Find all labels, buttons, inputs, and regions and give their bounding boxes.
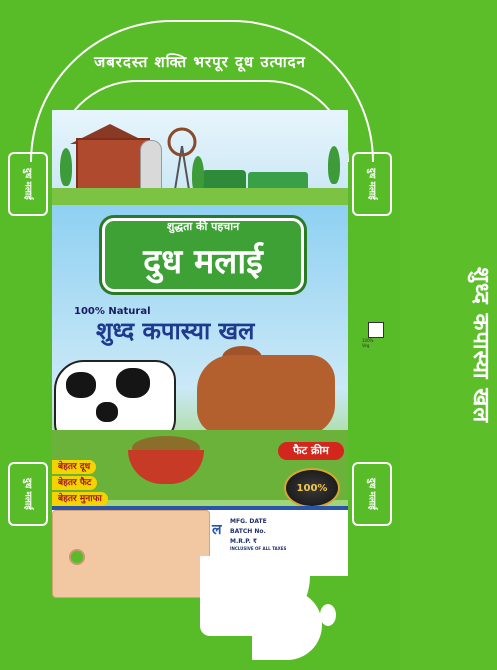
veg-mark-icon bbox=[368, 322, 384, 338]
fat-cream-badge: फैट क्रीम bbox=[278, 442, 344, 460]
tax-label: INCLUSIVE OF ALL TAXES bbox=[230, 546, 287, 551]
benefit-item: बेहतर फैट bbox=[52, 476, 97, 490]
side-badge-right-bottom: दुध मलाई bbox=[352, 462, 392, 526]
side-badge-left-bottom: दुध मलाई bbox=[8, 462, 48, 526]
front-panel bbox=[52, 110, 374, 510]
natural-label: 100% Natural bbox=[74, 306, 151, 317]
product-name: शुध्द कपास्या खल bbox=[96, 317, 255, 345]
milk-drop-icon bbox=[320, 604, 336, 626]
side-text-right: शुध्द कपास्या खल bbox=[467, 266, 493, 424]
price-tag bbox=[52, 510, 210, 598]
tag-hole-icon bbox=[69, 549, 85, 565]
quality-seal: 100% bbox=[284, 468, 340, 508]
benefit-item: बेहतर मुनाफा bbox=[52, 492, 108, 506]
logo-subtitle: शुद्धता की पहचान bbox=[166, 220, 240, 233]
benefit-item: बेहतर दूध bbox=[52, 460, 96, 474]
brand-name: दुध मलाई bbox=[143, 242, 263, 282]
veg-mark-label: 100% Veg bbox=[362, 338, 374, 348]
tree-icon bbox=[60, 148, 72, 186]
tagline: जबरदस्त शक्ति भरपूर दूध उत्पादन bbox=[94, 53, 306, 71]
partial-text-l: ल bbox=[212, 522, 222, 538]
side-panel-left bbox=[0, 150, 50, 550]
side-badge-left-top: दुध मलाई bbox=[8, 152, 48, 216]
side-badge-right-top: दुध मलाई bbox=[352, 152, 392, 216]
batch-no-label: BATCH No. bbox=[230, 528, 266, 535]
milk-splash bbox=[252, 590, 322, 660]
mrp-label: M.R.P. ₹ bbox=[230, 538, 258, 545]
gir-cow-icon bbox=[197, 355, 335, 435]
mfg-date-label: MFG. DATE bbox=[230, 518, 267, 525]
tree-icon bbox=[328, 146, 340, 184]
brand-logo bbox=[102, 218, 304, 292]
side-panel-right bbox=[350, 150, 493, 550]
